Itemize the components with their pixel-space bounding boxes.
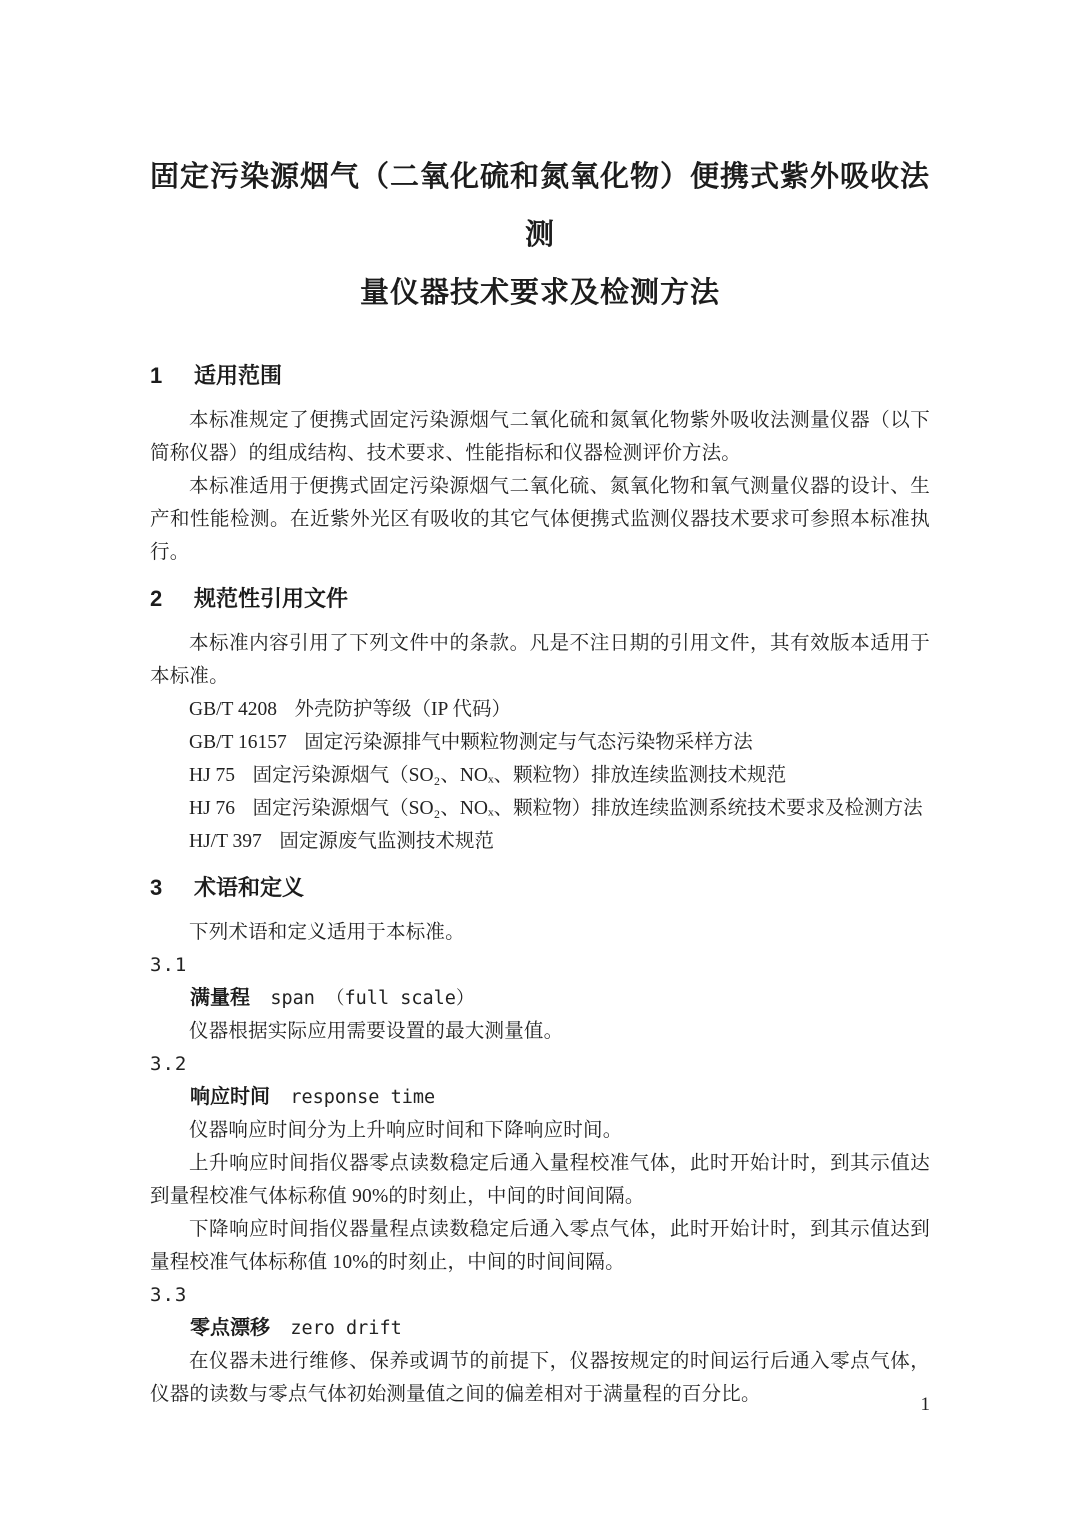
reference-title: 固定污染源烟气（SO₂、NOₓ、颗粒物）排放连续监测系统技术要求及检测方法 [252,798,923,819]
document-title-line1: 固定污染源烟气（二氧化硫和氮氧化物）便携式紫外吸收法测 [150,161,931,251]
term-3-1 [150,982,930,1015]
section-1-title: 适用范围 [194,363,283,388]
reference-item [150,726,930,759]
reference-item [150,693,930,726]
clause-number-3-1: 3.1 [150,954,188,976]
reference-item [150,759,930,792]
term-3-2-definition-1: 仪器响应时间分为上升响应时间和下降响应时间。 [189,1120,623,1141]
section-2-title: 规范性引用文件 [194,586,349,611]
document-title [150,148,930,322]
reference-title: 外壳防护等级（IP 代码） [294,699,511,720]
reference-title: 固定污染源排气中颗粒物测定与气态污染物采样方法 [304,732,753,753]
reference-code: GB/T 4208 [189,699,277,720]
term-3-2-en: response time [290,1087,436,1108]
term-3-3-en: zero drift [290,1318,402,1339]
section-3-heading [150,871,930,904]
section-1-number: 1 [150,363,163,388]
term-3-2 [150,1081,930,1114]
section-3-title: 术语和定义 [194,875,305,900]
section-2-heading [150,582,930,615]
term-3-1-en: span （full scale） [270,988,475,1009]
clause-number-3-2: 3.2 [150,1053,188,1075]
reference-title: 固定污染源烟气（SO₂、NOₓ、颗粒物）排放连续监测技术规范 [252,765,787,786]
section-1-paragraph-2: 本标准适用于便携式固定污染源烟气二氧化硫、氮氧化物和氧气测量仪器的设计、生产和性能检测。在近紫外光区有吸收的其它气体便携式监测仪器技术要求可参照本标准执行。 [150,476,930,563]
section-1-heading [150,359,930,392]
section-2-number: 2 [150,586,163,611]
section-3-number: 3 [150,875,163,900]
term-3-2-zh: 响应时间 [190,1086,270,1108]
reference-code: HJ 76 [189,798,236,819]
term-3-3-definition: 在仪器未进行维修、保养或调节的前提下，仪器按规定的时间运行后通入零点气体，仪器的读数与零点气体初始测量值之间的偏差相对于满量程的百分比。 [150,1351,930,1405]
term-3-1-definition: 仪器根据实际应用需要设置的最大测量值。 [189,1021,564,1042]
reference-item [150,792,930,825]
reference-code: GB/T 16157 [189,732,287,753]
section-2-paragraph-1: 本标准内容引用了下列文件中的条款。凡是不注日期的引用文件，其有效版本适用于本标准。 [150,633,930,687]
page-number: 1 [920,1394,930,1415]
section-3-intro: 下列术语和定义适用于本标准。 [189,922,465,943]
reference-code: HJ/T 397 [189,831,262,852]
document-title-line2: 量仪器技术要求及检测方法 [359,277,720,309]
term-3-3 [150,1312,930,1345]
term-3-2-definition-2: 上升响应时间指仪器零点读数稳定后通入量程校准气体，此时开始计时，到其示值达到量程校准气体标称值 90%的时刻止，中间的时间间隔。 [150,1153,930,1207]
term-3-2-definition-3: 下降响应时间指仪器量程点读数稳定后通入零点气体，此时开始计时，到其示值达到量程校准气体标称值 10%的时刻止，中间的时间间隔。 [150,1219,930,1273]
clause-number-3-3: 3.3 [150,1284,188,1306]
term-3-3-zh: 零点漂移 [190,1317,270,1339]
reference-title: 固定源废气监测技术规范 [279,831,494,852]
section-1-paragraph-1: 本标准规定了便携式固定污染源烟气二氧化硫和氮氧化物紫外吸收法测量仪器（以下简称仪器）的组成结构、技术要求、性能指标和仪器检测评价方法。 [150,410,930,464]
term-3-1-zh: 满量程 [190,987,250,1009]
reference-code: HJ 75 [189,765,236,786]
reference-item [150,825,930,858]
